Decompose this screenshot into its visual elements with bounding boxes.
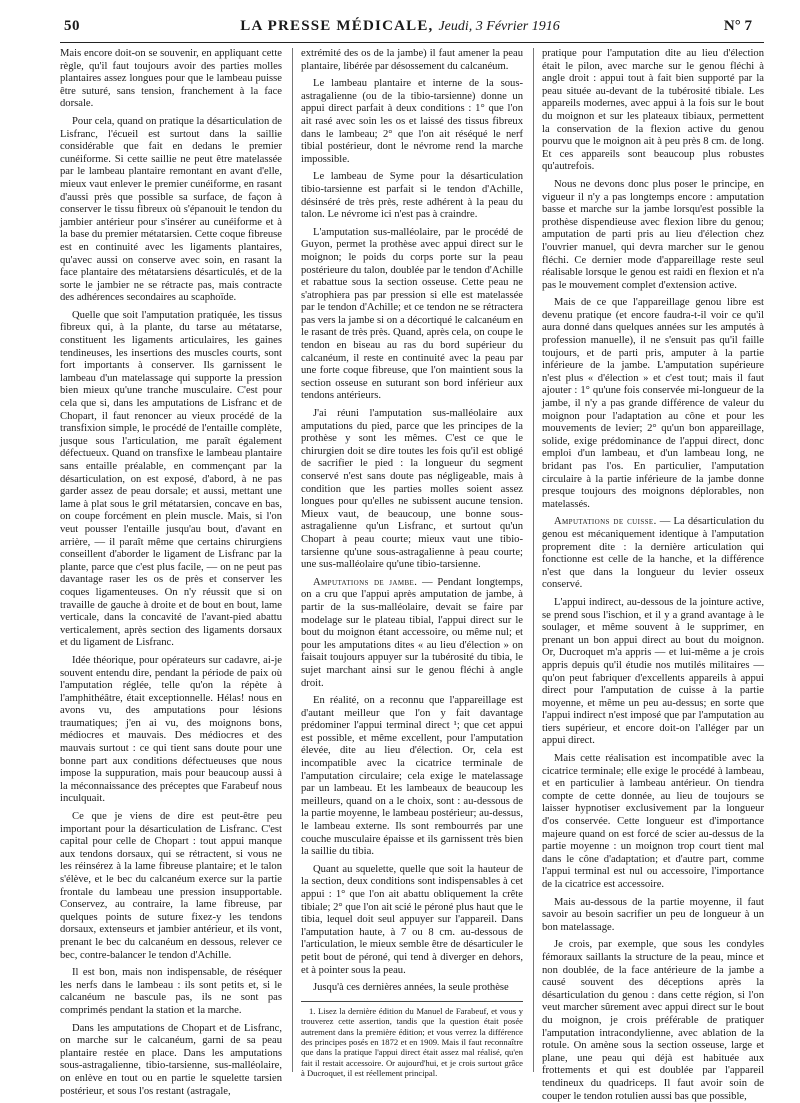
journal-name: LA PRESSE MÉDICALE, xyxy=(240,18,434,34)
footnote: 1. Lisez la dernière édition du Manuel de Farabeuf, et vous y trouverez cette assertion, tandis que la question était posée autrement dans la première édition; et vous verrez la différence des principes posés en 1872 et en 1909. Mais il faut reconnaître que dans la pratique l'appui direct était assez mal réalisé, qu'en fait il restait accessoire. Or aujourd'hui, et je crois surtout grâce à Ducroquet, il est réellement principal. xyxy=(301,1005,523,1079)
column-3 xyxy=(533,48,764,1102)
paragraph: Le lambeau plantaire et interne de la sous-astragalienne (ou de la tibio-tarsienne) donne un appui direct parfait à deux conditions : 1° que l'on ait rasé avec soin les os et laissé des tissus fibreux dans le lambeau; 2° que l'on ait réséqué le nerf tibial postérieur, dont le névrome rend la marche impossible. xyxy=(301,78,523,165)
paragraph: pratique pour l'amputation dite au lieu d'élection était le pilon, avec marche sur le genou fléchi à angle droit : appui tout à fait bien supporté par la peau située au-devant de la tubérosité tibiale. Les appareils modernes, avec appui à la fois sur le bout du moignon et sur les plateaux tibiaux, permettent la conservation de la flexion active du genou pourvu que le moignon ait à peu près 8 cm. de long. Et ces appareils sont beaucoup plus robustes qu'autrefois. xyxy=(542,48,764,173)
paragraph: Mais encore doit-on se souvenir, en appliquant cette règle, qu'il faut toujours avoir des parties molles plantaires assez longues pour que le lambeau puisse être suturé, sans tension, franchement à la face dorsale. xyxy=(60,48,282,110)
paragraph: Dans les amputations de Chopart et de Lisfranc, on marche sur le calcanéum, garni de sa peau plantaire restée en place. Dans les amputations sous-astragalienne, tibio-tarsienne, sus-malléolaire, on enlève en tout ou en partie le squelette tarsien postérieur, et sous l'os restant (astragale, xyxy=(60,1022,282,1097)
paragraph: extrémité des os de la jambe) il faut amener la peau plantaire, libérée par désossement du calcanéum. xyxy=(301,48,523,72)
column-1 xyxy=(60,48,282,1097)
paragraph: Quant au squelette, quelle que soit la hauteur de la section, deux conditions sont indispensables à cet appui : 1° que l'on ait abattu obliquement la crête tibiale; 2° que l'on ait scié le péroné plus haut que le tibia, lequel doit seul appuyer sur l'appareil. Dans l'amputation haute, à 7 ou 8 cm. au-dessous de l'articulation, le mieux semble être de désarticuler le petit bout de péroné, qui tend à diverger en dehors, et à pointer sous la peau. xyxy=(301,863,523,976)
footnotes xyxy=(301,1001,523,1079)
page-header xyxy=(22,18,778,40)
paragraph: Je crois, par exemple, que sous les condyles fémoraux saillants la structure de la peau, mince et non doublée, de la face antérieure de la jambe a causé souvent des déceptions après la désarticulation du genou : dans cette région, si l'on veut marcher sûrement avec appui direct sur le bout du moignon, je crois préférable de pratiquer l'amputation intracondylienne, avec ablation de la rotule. On amène sous la section osseuse, large et plane, une peau qui déjà est habituée aux frottements et qui est doublée par l'appareil tendineux du quadriceps. Il faut avoir soin de couper le tendon rotulien aussi bas que possible, xyxy=(542,939,764,1102)
paragraph: Ce que je viens de dire est peut-être peu important pour la désarticulation de Lisfranc. C'est capital pour celle de Chopart : tout appui manque aux tendons dorsaux, qui se rétractent, si vous ne les réinsérez à la lame fibreuse plantaire; et le talon s'élève, et le bec du calcanéum exerce sur la partie frontale du lambeau une pression insupportable. Conservez, au contraire, la lame fibreuse, par quelques points de suture fixez-y les tendons dorsaux, extenseurs et jambier antérieur, et ils vont, prenant le bec du calcanéum en dessous, relever ce bec, contre-balancer le tendon d'Achille. xyxy=(60,811,282,961)
paragraph: Mais au-dessous de la partie moyenne, il faut savoir au besoin sacrifier un peu de longueur à un bon matelassage. xyxy=(542,896,764,933)
issue-number: N° 7 xyxy=(723,18,752,34)
section-text: — Pendant longtemps, on a cru que l'appui après amputation de jambe, à partir de la sus-malléolaire, devait se faire par modelage sur le plateau tibial, l'appui direct sur le bout du moignon étant accessoire, ou même nul; et pour les amputations dites « au lieu d'élection » on faisait toujours appuyer sur la tubérosité du tibia, le sujet marchant ainsi sur le genou fléchi à angle droit. xyxy=(301,576,523,689)
paragraph: Idée théorique, pour opérateurs sur cadavre, ai-je souvent entendu dire, pendant la période de paix où l'amputation réglée, telle qu'on la répète à l'amphithéâtre, était exceptionnelle. Hélas! nous en avons vu, des amputations pour lésions traumatiques; j'en ai vu, des moignons bons, médiocres et mauvais. Des médiocres et des mauvais surtout : ce qui tient sans doute pour une bonne part aux conditions défectueuses que nous impose la suppuration, mais pour beaucoup aussi à la méconnaissance des préceptes que Farabeuf nous inculquait. xyxy=(60,654,282,805)
column-2 xyxy=(292,48,523,1079)
header-rule xyxy=(60,42,764,43)
paragraph: L'amputation sus-malléolaire, par le procédé de Guyon, permet la prothèse avec appui direct sur le moignon; le poids du corps porte sur la peau postérieure du talon, doublée par le tendon d'Achille et rabattue sous la section osseuse. Cette peau ne s'atrophiera pas par pression si elle est matelassée par le tendon d'Achille; et ce tendon ne se rétractera pas vers la jambe si on a décortiqué le calcanéum en le rasant de très près. Quand, après cela, on coupe le tendon en biseau au ras du bord supérieur du calcanéum, il reste en continuité avec la peau par une forte coque fibreuse, que l'on maintient sous la section osseuse en suturant son bord inférieur aux tendons antérieurs. xyxy=(301,226,523,402)
paragraph: Pour cela, quand on pratique la désarticulation de Lisfranc, l'écueil est surtout dans la saillie considérable que fait en dedans le premier cunéiforme. Si cette saillie ne peut être matelassée par le lambeau plantaire remontant en avant d'elle, mieux vaut enlever le premier cunéiforme, en rasant d'aussi près que possible sa surface, de façon à conserver le tissu fibreux où s'épanouit le tendon du jambier antérieur pour s'insérer au cunéiforme et à la base du premier métatarsien. Cette coque fibreuse est en continuité avec les ligaments plantaires, qu'avec aussi on conserve avec soin, en rasant la face plantaire des métatarsiens désarticulés, et de la sorte le jambier ne se rétracte pas, mais contracte des adhérences secondaires au scaphoïde. xyxy=(60,115,282,304)
paragraph: En réalité, on a reconnu que l'appareillage est d'autant meilleur que l'on y fait davantage prédominer l'appui terminal direct ¹; que cet appui est possible, et même excellent, pour l'amputation élevée, dite au lieu d'élection. Or, cela est incompatible avec la cicatrice terminale de l'amputation circulaire; cela exige le matelassage par un lambeau. Et les lambeaux de beaucoup les meilleurs, quand on a le choix, sont : au-dessous de la partie moyenne, le lambeau postérieur; au-dessus, le lambeau externe. Ils sont rembourrés par une couche musculaire épaisse et ils garnissent très bien la saillie du tibia. xyxy=(301,695,523,858)
section-heading: Amputations de cuisse. xyxy=(554,516,657,528)
paragraph: Mais cette réalisation est incompatible avec la cicatrice terminale; elle exige le procédé à lambeau, et en particulier à lambeau antérieur. On tiendra compte de cette donnée, au lieu de toujours se laisser hypnotiser exclusivement par la longueur d'os conservée. Cette longueur est d'importance majeure quand on est forcé de scier au-dessus de la partie moyenne : un moignon trop court tient mal dans le cône d'adaptation; et d'autre part, comme l'appui terminal est nul ou accessoire, l'importance de la cicatrice est accessoire. xyxy=(542,753,764,890)
paragraph: J'ai réuni l'amputation sus-malléolaire aux amputations du pied, parce que les principes de la prothèse y sont les mêmes. C'est ce que le chirurgien doit se dire toutes les fois qu'il est obligé de sacrifier le pied : la longueur du segment conservé n'est sans doute pas négligeable, mais à condition que les parties molles soient assez longues pour qu'elles ne subissent aucune tension. Mieux vaut, de beaucoup, une bonne sous-astragalienne qu'un Lisfranc, et surtout qu'un Chopart à peau courte; mieux vaut une tibio-tarsienne qu'une sous-astragalienne à peau courte; une sus-malléolaire qu'une tibio-tarsienne. xyxy=(301,408,523,571)
section-paragraph xyxy=(301,577,523,690)
paragraph: Il est bon, mais non indispensable, de réséquer les nerfs dans le lambeau : ils sont petits et, si le calcanéum ne bascule pas, ils ne sont pas comprimés pendant la station et la marche. xyxy=(60,967,282,1016)
paragraph: L'appui indirect, au-dessous de la jointure active, se prend sous l'ischion, et il y a grand avantage à le soulager, et même souvent à le supprimer, en prenant un bon appui direct au bout du moignon. Or, Ducroquet m'a appris — et lui-même a je crois appris depuis qu'il étudie nos mutilés militaires — qu'on peut fabriquer d'excellents appareils à appui direct pour l'amputation de cuisse à la partie moyenne, et même un peu au-dessus; en sorte que l'appui indirect n'est imposé que par l'amputation au tiers supérieur, et encore doit-on l'alléger par un appui direct. xyxy=(542,596,764,747)
paragraph: Quelle que soit l'amputation pratiquée, les tissus fibreux qui, à la plante, du tarse au métatarse, constituent les ligaments articulaires, les gaines tendineuses, les insertions des muscles courts, sont fort importants à conserver. Ils garnissent le lambeau d'un matelassage qui supporte la pression bien mieux qu'une tranche musculaire. C'est pour cela que si, dans les amputations de Lisfranc et de Chopart, il faut renoncer au vieux procédé de la transfixion simple, le procédé de l'entaille complète, jusque sous l'articulation, me paraît également défectueux. Quand on transfixe le lambeau plantaire sans entaille préalable, en commençant par la désarticulation, on est exposé, d'abord, à ne pas garder assez de peau dorsale; et aussi, mettant une lame à plat sous le gril métatarsien, concave en bas, on coupe forcément en plein muscle. Mais, si l'on veut pousser l'entaille jusqu'au bout, d'avant en arrière, — il paraît même que certains chirurgiens conseillent d'aborder le ligament de Lisfranc par la plante, parce que c'est plus facile, — on ne peut pas davantage raser les os de près et conserver les coques ligamenteuses. On n'y réussit que si on travaille de gauche à droite et de bout en bout, lame verticale, dans la concavité de l'avant-pied abattu verticalement, après section des ligaments dorsaux et du ligament de Lisfranc. xyxy=(60,309,282,649)
paragraph: Mais de ce que l'appareillage genou libre est devenu pratique (et encore faudra-t-il voir ce qu'il aura donné dans quelques années sur les amputés à profession manuelle), il ne s'ensuit pas qu'il faille toujours, et de parti pris, amputer à la partie inférieure de la jambe. L'amputation supérieure n'est plus « d'élection » et c'est tout; mais il faut ajouter : 1° qu'une fois conservée mi-longueur de la jambe, il n'y a pas grande différence de valeur du moignon pour l'adaptation au cône et pour les mouvements de levier; 2° qu'un bon appareillage, solide, exige prédominance de l'appui direct, donc emploi d'un lambeau, et d'un lambeau long, ne bridant pas l'os. En particulier, l'amputation circulaire à la partie inférieure de la jambe donne presque toujours des moignons déplorables, non matelassés. xyxy=(542,297,764,510)
paragraph: Nous ne devons donc plus poser le principe, en vigueur il n'y a pas longtemps encore : amputation basse et marche sur la jambe lorsqu'est possible la prothèse dispendieuse avec flexion libre du genou; amputation de parti pris au lieu d'élection chez l'ouvrier manuel, qui devra marcher sur le genou fléchi. Ce dernier mode d'appareillage reste seul réalisable lorsque le genou est raidi en flexion et n'a pas le mouvement complet d'extension active. xyxy=(542,178,764,291)
text-columns xyxy=(60,48,764,1102)
running-title xyxy=(22,18,778,35)
section-paragraph xyxy=(542,516,764,592)
section-heading: Amputations de jambe. xyxy=(313,576,418,588)
issue-date: Jeudi, 3 Février 1916 xyxy=(438,19,560,34)
section-text: — La désarticulation du genou est mécaniquement identique à l'amputation proprement dite : la dernière articulation qui fonctionne est celle de la hanche, et la différence n'est que dans la longueur du levier osseux conservé. xyxy=(542,516,764,591)
page-number: 50 xyxy=(64,18,80,34)
paragraph: Le lambeau de Syme pour la désarticulation tibio-tarsienne est parfait si le tendon d'Achille, désinséré de très près, reste adhérent à la peau du talon. Le névrome ici n'est pas à craindre. xyxy=(301,171,523,221)
paragraph: Jusqu'à ces dernières années, la seule prothèse xyxy=(313,982,509,994)
